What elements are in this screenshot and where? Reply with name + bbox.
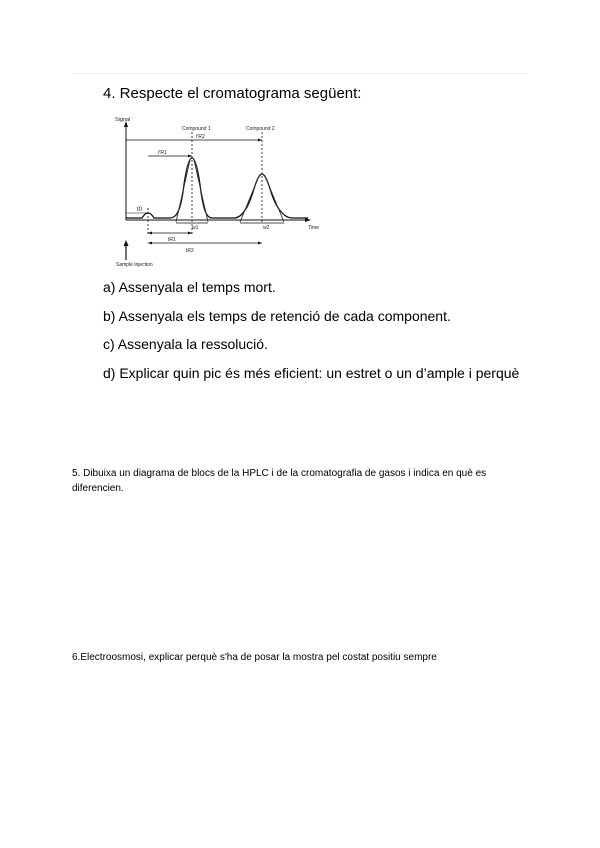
top-divider — [72, 73, 528, 74]
question-4-item-b: b) Assenyala els temps de retenció de cada component. — [103, 308, 451, 324]
compound1-label: Compound 1 — [182, 126, 211, 132]
question-4-title: 4. Respecte el cromatograma següent: — [103, 85, 362, 102]
question-6-text: 6.Electroosmosi, explicar perquè s'ha de posar la mostra pel costat positiu sempre — [72, 652, 437, 663]
t0-label: t0 — [137, 207, 143, 213]
peak1-tangent-right — [194, 160, 208, 222]
w2-label: w2 — [263, 225, 270, 231]
tr1-bottom-label: tR1 — [168, 237, 176, 243]
question-5-text: 5. Dibuixa un diagrama de blocs de la HPLC i de la cromatografia de gasos i indica en què es diferencien. — [72, 468, 487, 494]
w1-label: w1 — [192, 225, 199, 231]
peak2-tangent-left — [240, 176, 259, 222]
signal-label: Signal — [115, 117, 131, 123]
chromatogram-figure — [112, 112, 324, 272]
question-4-item-c: c) Assenyala la ressolució. — [103, 336, 268, 352]
injection-arrowhead — [124, 240, 129, 246]
peak2-tangent-right — [265, 176, 284, 222]
tr1-top-label: t'R1 — [158, 150, 167, 156]
time-label: Time — [308, 225, 319, 231]
peak1-tangent-left — [176, 160, 190, 222]
question-4-item-d: d) Explicar quin pic és més eficient: un estret o un d’ample i perquè — [103, 365, 520, 381]
chromatogram-trace — [126, 158, 308, 218]
tr2-top-label: t'R2 — [196, 134, 205, 140]
compound2-label: Compound 2 — [246, 126, 275, 132]
injection-label: Sample injection — [116, 262, 153, 268]
tr2-bottom-label: tR2 — [186, 248, 194, 254]
question-4-item-a: a) Assenyala el temps mort. — [103, 279, 276, 295]
